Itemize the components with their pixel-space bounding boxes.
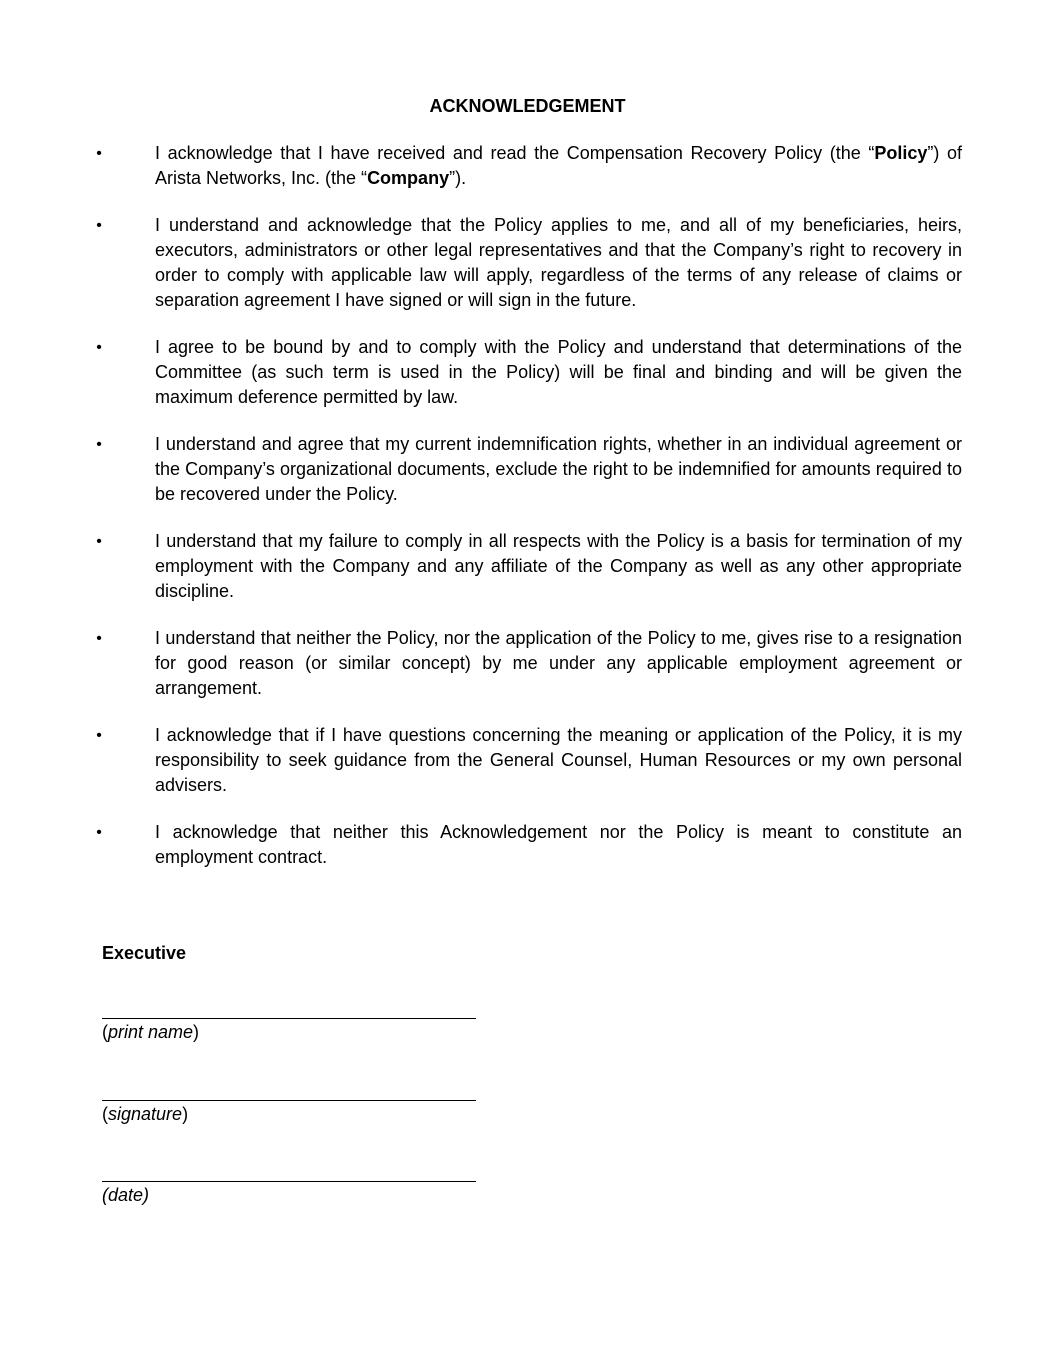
list-item (0, 213, 962, 313)
list-item (0, 141, 962, 191)
bullet-text: I agree to be bound by and to comply with the Policy and understand that determinations of the Committee (as such term is used in the Policy) will be final and binding and will be given the maximum deference permitted by law. (155, 337, 962, 407)
bullet-icon: • (96, 727, 102, 744)
company-term: Company (367, 168, 450, 188)
signature-line (102, 1100, 476, 1101)
bullet-icon: • (96, 436, 102, 453)
print-name-line (102, 1018, 476, 1019)
list-item (0, 335, 962, 410)
page-title: ACKNOWLEDGEMENT (429, 96, 626, 116)
bullet-text: I understand that my failure to comply in all respects with the Policy is a basis for termination of my employment with the Company and any affiliate of the Company as well as any other appropriate discipline. (155, 531, 962, 601)
bullet-icon: • (96, 824, 102, 841)
list-item (0, 820, 962, 870)
policy-term: Policy (874, 143, 928, 163)
bullet-icon: • (96, 339, 102, 356)
bullet-icon: • (96, 217, 102, 234)
bullet-text: I understand and agree that my current indemnification rights, whether in an individual agreement or the Company’s organizational documents, exclude the right to be indemnified for amounts required to be recovered under the Policy. (155, 434, 962, 504)
bullet-text: I understand that neither the Policy, nor the application of the Policy to me, gives rise to a resignation for good reason (or similar concept) by me under any applicable employment agreement or arrangement. (155, 628, 962, 698)
list-item (0, 432, 962, 507)
bullet-icon: • (96, 533, 102, 550)
date-line (102, 1181, 476, 1182)
signature-label: (signature) (102, 1104, 189, 1124)
bullet-icon: • (96, 145, 102, 162)
list-item (0, 626, 962, 701)
list-item (0, 529, 962, 604)
bullet-text: I acknowledge that neither this Acknowledgement nor the Policy is meant to constitute an employment contract. (155, 822, 962, 867)
signature-block (102, 1100, 476, 1126)
print-name-label: (print name) (102, 1022, 200, 1042)
date-block (102, 1181, 476, 1207)
bullet-text: I understand and acknowledge that the Policy applies to me, and all of my beneficiaries, heirs, executors, administrators or other legal representatives and that the Company’s right to recovery in order to comply with applicable law will apply, regardless of the terms of any release of claims or separation agreement I have signed or will sign in the future. (155, 215, 962, 310)
executive-heading: Executive (102, 943, 187, 963)
bullet-text: I acknowledge that if I have questions concerning the meaning or application of the Policy, it is my responsibility to seek guidance from the General Counsel, Human Resources or my own personal advisers. (155, 725, 962, 795)
bullet-text: I acknowledge that I have received and read the Compensation Recovery Policy (the “Policy”) of Arista Networks, Inc. (the “Company”). (155, 143, 962, 188)
acknowledgement-list (0, 141, 1055, 870)
list-item (0, 723, 962, 798)
date-label: (date) (102, 1185, 150, 1205)
print-name-block (102, 1018, 476, 1044)
bullet-icon: • (96, 630, 102, 647)
